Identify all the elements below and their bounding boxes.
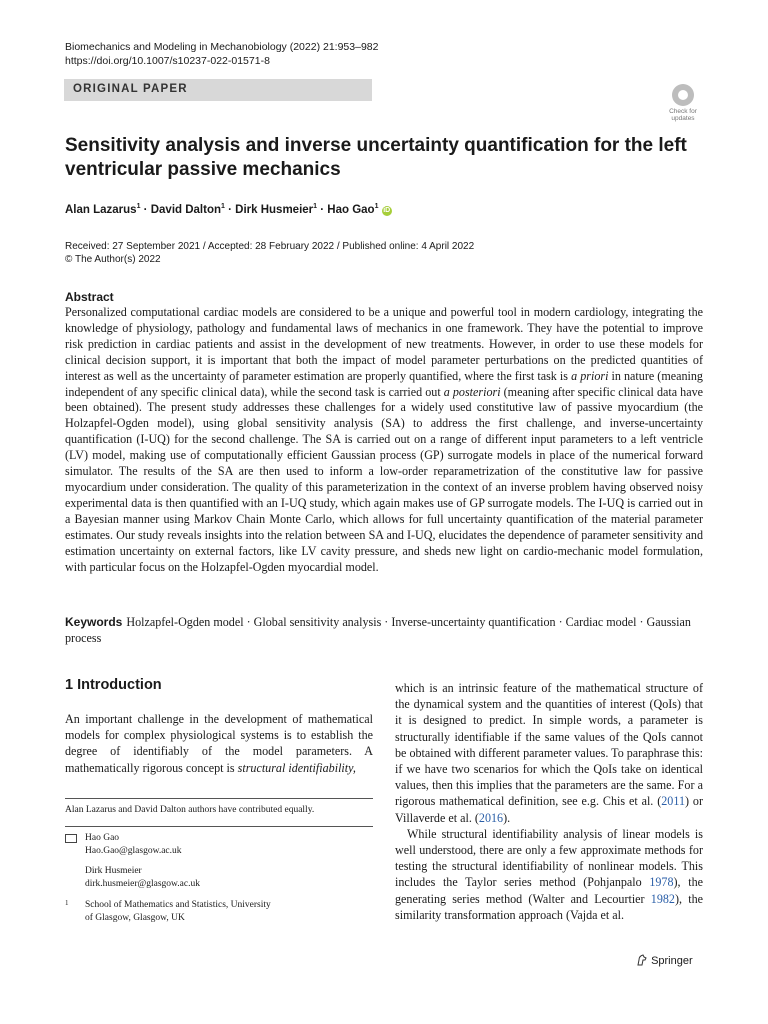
author-name: David Dalton: [150, 203, 222, 216]
footnote-divider: [65, 826, 373, 827]
envelope-icon: [65, 834, 77, 843]
citation-link[interactable]: 1982: [650, 891, 675, 906]
citation-link[interactable]: 1978: [649, 875, 674, 890]
orcid-icon[interactable]: iD: [383, 206, 391, 214]
journal-header: [65, 40, 378, 68]
abstract-heading: Abstract: [65, 290, 114, 304]
intro-paragraph-right: which is an intrinsic feature of the mathematical structure of the dynamical system and the quantities of interest (QoIs) that it is designed to predict. In simple words, a parameter is structurally identifiable if the same values of the QoIs cannot be obtained with different parameter values. To paraphrase this: if we have two scenarios for which the QoIs take on identical values, then this implies that the parameters are the same. For a rigorous mathematical definition, see e.g. Chis et al. (2011) or Villaverde et al. (2016). While structural identifiability analysis of linear models is well understood, there are only a few approximate methods for testing the structural identifiability of nonlinear models. This includes the Taylor series method (Pohjanpalo 1978), the generating series method (Walter and Lecourtier 1982), the similarity transformation approach (Vajda et al.: [395, 681, 703, 922]
contact-email[interactable]: dirk.husmeier@glasgow.ac.uk: [85, 878, 200, 889]
author-name: Hao Gao: [327, 203, 375, 216]
publication-dates: [65, 240, 474, 266]
contact-email[interactable]: Hao.Gao@glasgow.ac.uk: [85, 845, 182, 856]
paper-title: Sensitivity analysis and inverse uncertainty quantification for the left ventricular passive mechanics: [65, 135, 687, 180]
affiliation: School of Mathematics and Statistics, University of Glasgow, Glasgow, UK: [85, 900, 271, 923]
keywords-label: Keywords: [65, 615, 123, 629]
springer-horse-icon: [636, 954, 648, 966]
check-updates-icon: [672, 84, 694, 106]
journal-citation: Biomechanics and Modeling in Mechanobiology (2022) 21:953–982: [65, 41, 379, 53]
author-name: Dirk Husmeier: [235, 203, 314, 216]
section-banner: [64, 79, 372, 101]
doi-link[interactable]: https://doi.org/10.1007/s10237-022-01571-8: [65, 55, 270, 67]
citation-link[interactable]: 2011: [661, 794, 685, 809]
keywords-text: Holzapfel-Ogden model · Global sensitivity analysis · Inverse-uncertainty quantification · Cardiac model · Gaussian process: [65, 615, 691, 645]
author-name: Alan Lazarus: [65, 203, 137, 216]
footnote-divider: [65, 798, 373, 799]
contact-name: Dirk Husmeier: [85, 866, 142, 876]
correspondence-block: [65, 832, 373, 924]
copyright-line: © The Author(s) 2022: [65, 254, 161, 265]
publisher-name: Springer: [651, 955, 693, 967]
publisher-logo: [636, 954, 693, 967]
citation-link[interactable]: 2016: [478, 810, 504, 825]
section-banner-label: ORIGINAL PAPER: [73, 83, 188, 95]
check-for-updates-badge[interactable]: [664, 84, 702, 124]
contact-name: Hao Gao: [85, 833, 120, 843]
abstract-text: Personalized computational cardiac models are considered to be a unique and powerful tool in modern cardiology, integrating the knowledge of physiology, pathology and fundamental laws of mechanics in one framework. They have the potential to improve risk prediction in cardiac patients and assist in the development of new treatments. However, in order to use these models for clinical decision support, it is important that both the impact of model parameter perturbations on the predicted quantities of interest as well as the uncertainty of parameter estimation are properly quantified, where the first task is a priori in nature (meaning independent of any specific clinical data), while the second task is carried out a posteriori (meaning after specific clinical data have been obtained). The present study addresses these challenges for a widely used constitutive law of passive myocardium (the Holzapfel-Ogden model), using global sensitivity analysis (SA) to address the first challenge, and inverse-uncertainty quantification (I-UQ) for the second challenge. The SA is carried out on a range of different input parameters to a left ventricle (LV) model, making use of computationally efficient Gaussian process (GP) surrogate models in place of the numerical forward simulator. The results of the SA are then used to inform a low-order reparametrization of the constitutive law for passive myocardium under consideration. The quality of this parameterization in the context of an inverse problem having observed noisy experimental data is then quantified with an I-UQ study, which again makes use of GP surrogate models. The I-UQ is carried out in a Bayesian manner using Markov Chain Monte Carlo, which allows for full uncertainty quantification of the material parameter estimates. Our study reveals insights into the relation between SA and I-UQ, elucidates the dependence of parameter sensitivity and estimation uncertainty on external factors, like LV cavity pressure, and sheds new light on cardio-mechanic model formulation, with particular focus on the Holzapfel-Ogden myocardial model.: [65, 305, 703, 574]
contribution-note: Alan Lazarus and David Dalton authors have contributed equally.: [65, 805, 315, 815]
author-list: Alan Lazarus$^1$ · David Dalton$^1$ · Dirk Husmeier$^1$ · Hao Gao$^1$ iD: [65, 203, 391, 216]
check-updates-label: Check for updates: [669, 108, 697, 122]
section-heading-introduction: 1 Introduction: [65, 677, 162, 693]
keywords: [65, 614, 703, 646]
history-line: Received: 27 September 2021 / Accepted: 28 February 2022 / Published online: 4 April 2022: [65, 241, 475, 252]
intro-paragraph-left: An important challenge in the development of mathematical models for complex physiological systems is to establish the degree of identifiably of the model parameters. A mathematically rigorous concept is structural identifiability,: [65, 712, 373, 775]
affiliation-number: 1: [65, 899, 69, 907]
